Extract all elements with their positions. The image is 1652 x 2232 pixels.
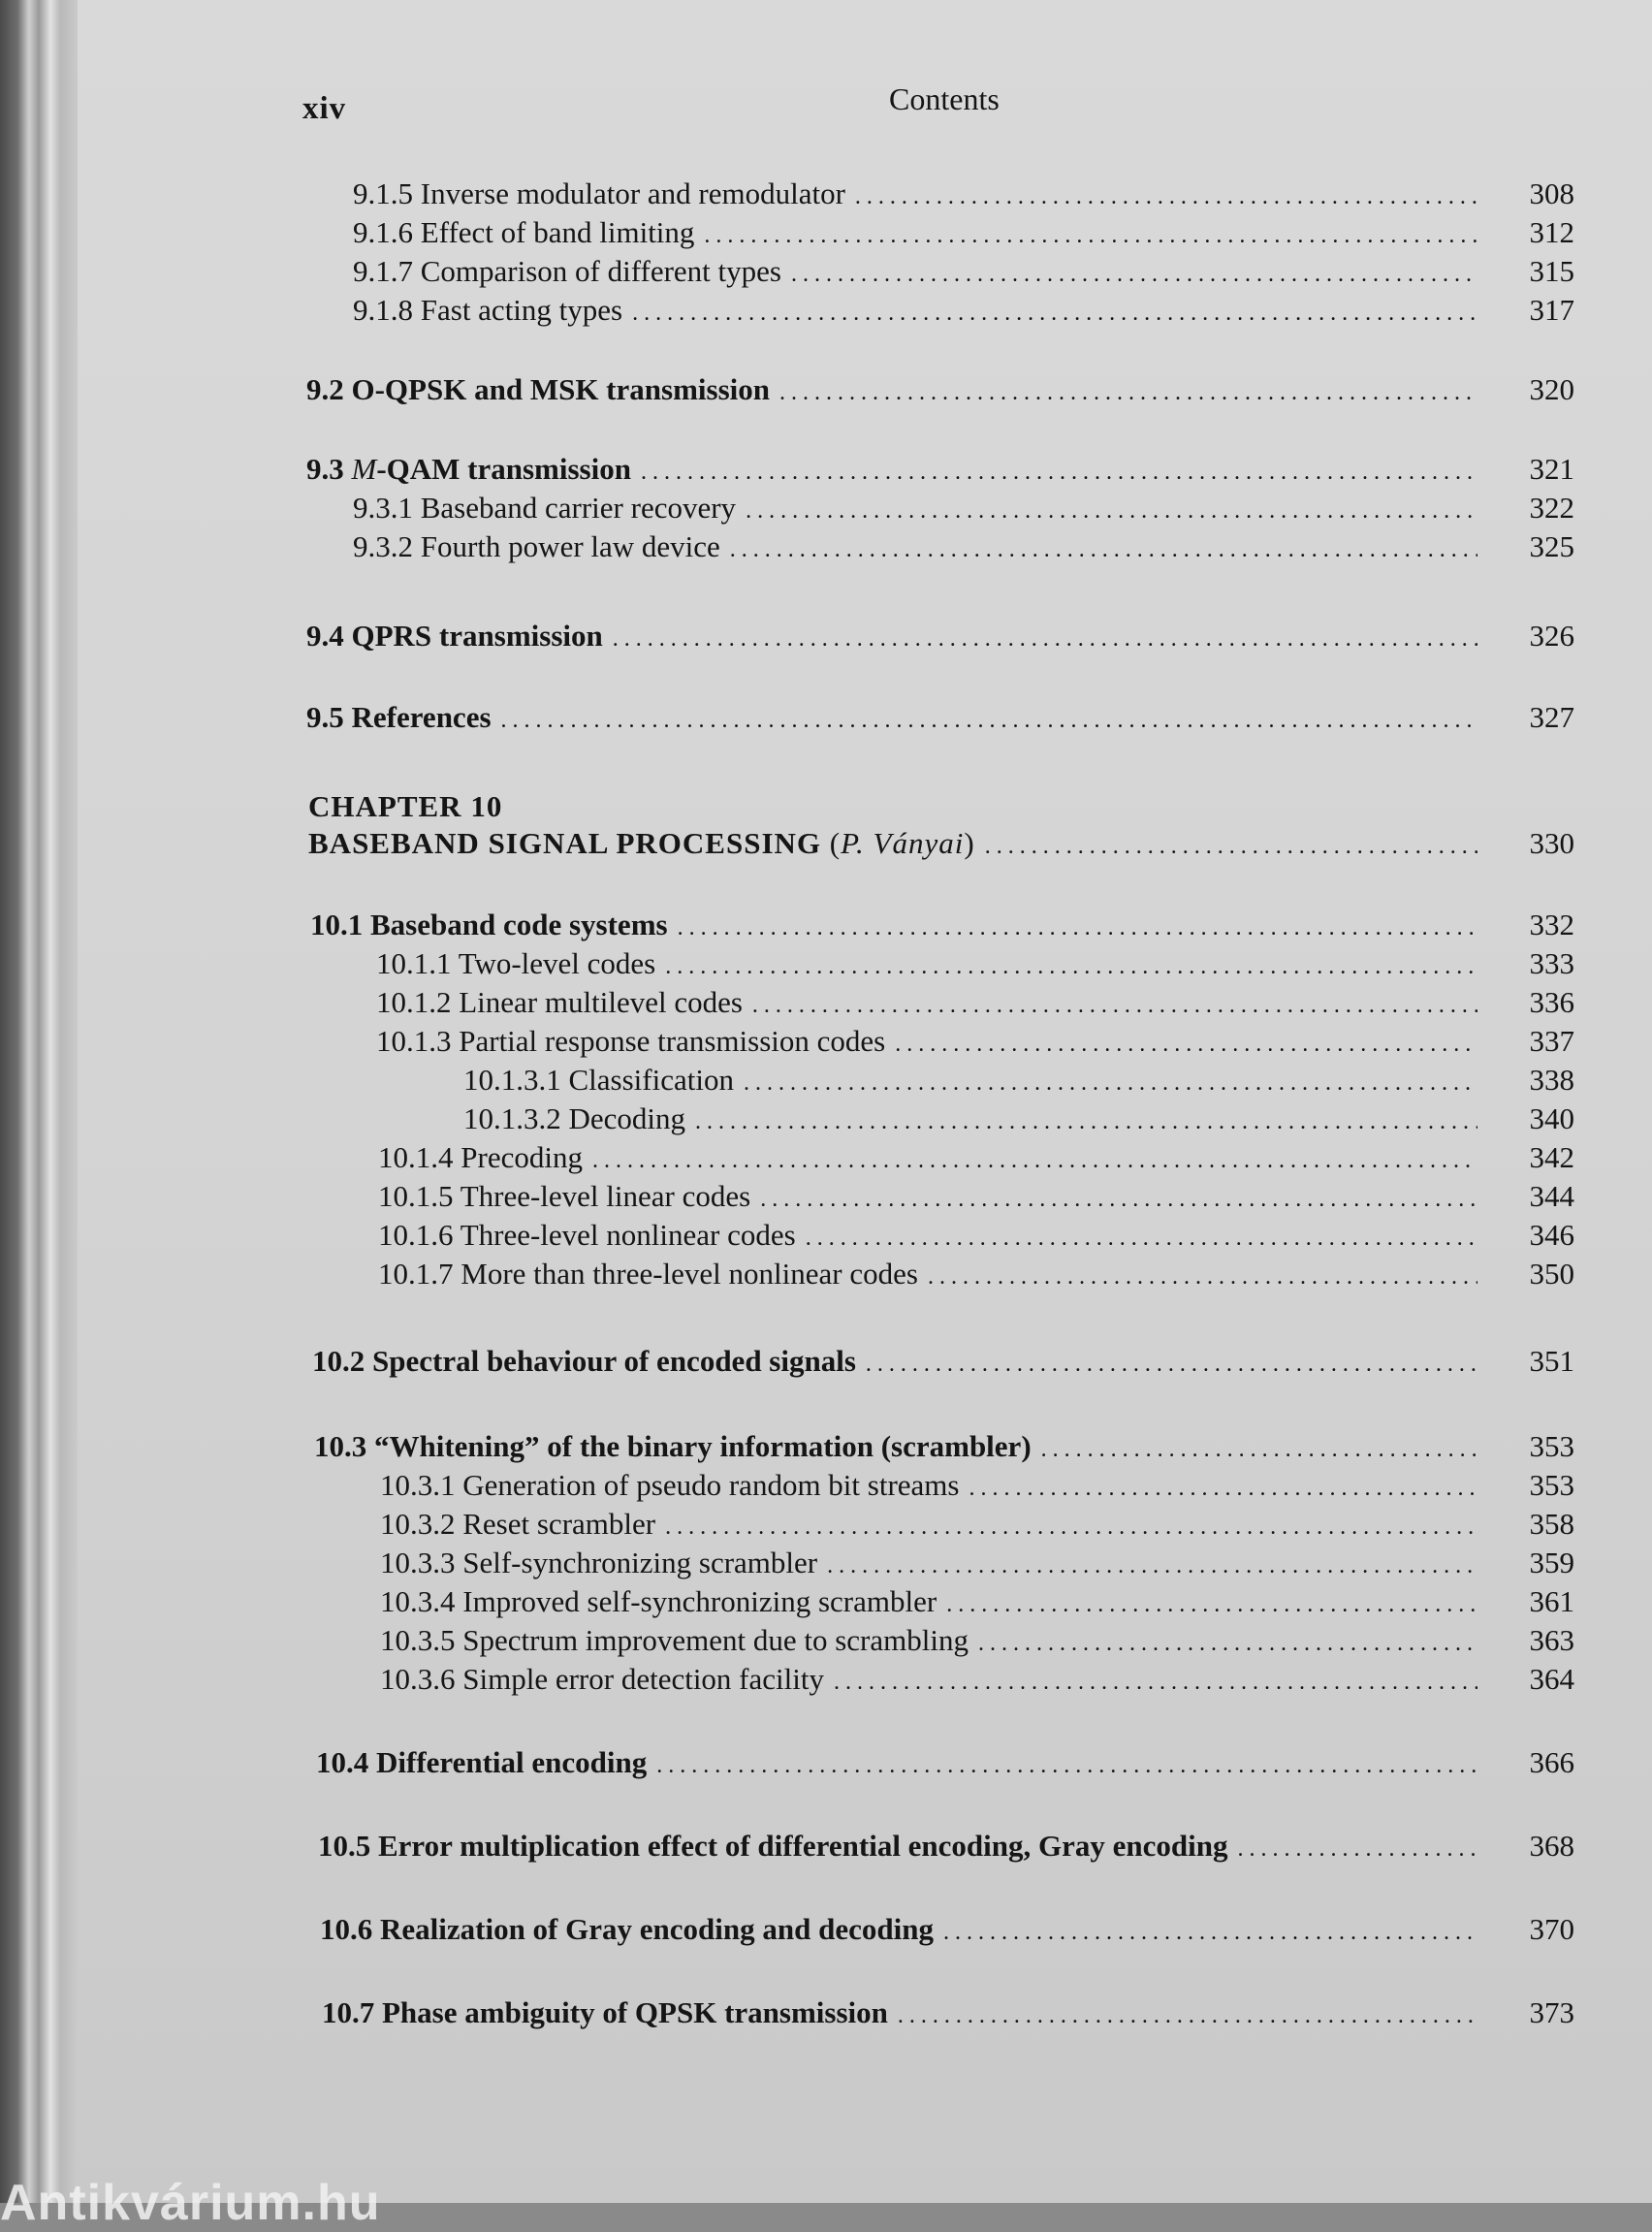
toc-page-number: 368 — [1529, 1829, 1574, 1863]
toc-entry-label: 10.1.6 Three-level nonlinear codes — [378, 1218, 796, 1252]
dot-leader — [985, 826, 1477, 866]
page-number: xiv — [302, 91, 347, 126]
dot-leader — [678, 908, 1477, 947]
toc-entry-9-3 — [306, 450, 1574, 489]
author-paren-close: ) — [964, 826, 975, 860]
dot-leader — [779, 372, 1477, 412]
dot-leader — [898, 1995, 1477, 2035]
author-paren-open: ( — [829, 826, 842, 860]
toc-page-number: 322 — [1529, 491, 1574, 525]
toc-entry-label-prefix: 9.3 — [306, 452, 352, 486]
toc-entry-9-1-5 — [353, 175, 1574, 213]
toc-entry-9-1-7 — [353, 252, 1574, 291]
toc-entry-10-7 — [322, 1993, 1574, 2032]
toc-entry-10-3-2 — [380, 1505, 1574, 1544]
dot-leader — [978, 1623, 1477, 1663]
toc-entry-9-3-2 — [353, 527, 1574, 566]
toc-entry-10-3-3 — [380, 1544, 1574, 1582]
chapter-title — [308, 824, 1574, 863]
chapter-author: P. Ványai — [841, 826, 965, 860]
dot-leader — [928, 1257, 1477, 1296]
toc-entry-9-2 — [306, 370, 1574, 409]
toc-page-number: 308 — [1529, 176, 1574, 210]
chapter-title-label — [308, 824, 975, 863]
toc-entry-label: 10.1.5 Three-level linear codes — [378, 1179, 751, 1213]
toc-page-number: 358 — [1529, 1507, 1574, 1541]
toc-entry-10-3-4 — [380, 1582, 1574, 1621]
toc-entry-10-1-1 — [376, 944, 1574, 983]
toc-page-number: 333 — [1529, 946, 1574, 980]
dot-leader — [791, 254, 1477, 294]
dot-leader — [752, 985, 1477, 1025]
toc-entry-label-italic: M — [351, 452, 377, 486]
dot-leader — [704, 215, 1477, 255]
toc-page-number: 312 — [1529, 215, 1574, 249]
toc-page-number: 321 — [1529, 452, 1574, 486]
dot-leader — [744, 1063, 1477, 1102]
toc-page-number: 338 — [1529, 1063, 1574, 1097]
toc-entry-label: 10.5 Error multiplication effect of differential encoding, Gray encoding — [318, 1829, 1228, 1863]
dot-leader — [946, 1584, 1477, 1624]
running-title: Contents — [889, 81, 1000, 116]
toc-entry-10-3-6 — [380, 1660, 1574, 1699]
dot-leader — [665, 946, 1477, 986]
toc-entry-9-5 — [306, 698, 1574, 737]
toc-page-number: 332 — [1529, 908, 1574, 941]
toc-entry-label: 10.1.1 Two-level codes — [376, 946, 656, 980]
dot-leader — [866, 1344, 1477, 1384]
toc-page-number: 330 — [1529, 826, 1574, 860]
toc-page-number: 353 — [1529, 1468, 1574, 1502]
toc-entry-label: 10.3 “Whitening” of the binary information (scrambler) — [314, 1429, 1032, 1463]
dot-leader — [834, 1662, 1477, 1702]
toc-page-number: 361 — [1529, 1584, 1574, 1618]
toc-page-number: 351 — [1529, 1344, 1574, 1378]
dot-leader — [827, 1546, 1477, 1585]
toc-entry-label: 9.3.2 Fourth power law device — [353, 529, 720, 563]
toc-entry-label-suffix: -QAM transmission — [376, 452, 631, 486]
toc-entry-label: 9.1.8 Fast acting types — [353, 293, 623, 327]
toc-entry-label: 10.1.3.2 Decoding — [463, 1101, 686, 1135]
dot-leader — [501, 700, 1477, 740]
toc-page-number: 346 — [1529, 1218, 1574, 1252]
toc-entry-label: 9.4 QPRS transmission — [306, 619, 603, 653]
toc-page-number: 366 — [1529, 1745, 1574, 1779]
toc-entry-label: 10.7 Phase ambiguity of QPSK transmission — [322, 1995, 888, 2029]
toc-entry-label: 10.3.4 Improved self-synchronizing scrambler — [380, 1584, 937, 1618]
toc-entry-label: 9.2 O-QPSK and MSK transmission — [306, 372, 770, 406]
dot-leader — [895, 1024, 1477, 1064]
dot-leader — [943, 1912, 1477, 1952]
toc-entry-label: 9.1.6 Effect of band limiting — [353, 215, 695, 249]
toc-entry-9-4 — [306, 617, 1574, 655]
toc-entry-label: 10.1.3 Partial response transmission codes — [376, 1024, 886, 1058]
chapter-title-text: BASEBAND SIGNAL PROCESSING — [308, 826, 822, 860]
toc-entry-label: 10.6 Realization of Gray encoding and decoding — [320, 1912, 934, 1946]
toc-page-number: 370 — [1529, 1912, 1574, 1946]
toc-entry-10-1-3 — [376, 1022, 1574, 1061]
toc-page-number: 363 — [1529, 1623, 1574, 1657]
toc-page-number: 353 — [1529, 1429, 1574, 1463]
dot-leader — [592, 1140, 1477, 1180]
toc-entry-10-1-4 — [378, 1138, 1574, 1177]
dot-leader — [665, 1507, 1477, 1546]
dot-leader — [613, 619, 1477, 658]
toc-entry-9-3-1 — [353, 489, 1574, 527]
toc-entry-label: 10.3.1 Generation of pseudo random bit streams — [380, 1468, 960, 1502]
toc-entry-label: 10.1 Baseband code systems — [310, 908, 668, 941]
toc-page-number: 337 — [1529, 1024, 1574, 1058]
watermark: Antikvárium.hu — [0, 2175, 381, 2231]
toc-entry-label: 9.1.7 Comparison of different types — [353, 254, 781, 288]
dot-leader — [1238, 1829, 1477, 1868]
toc-entry-10-1-5 — [378, 1177, 1574, 1216]
toc-page-number: 320 — [1529, 372, 1574, 406]
chapter-number: CHAPTER 10 — [308, 789, 503, 823]
toc-page-number: 317 — [1529, 293, 1574, 327]
toc-entry-10-6 — [320, 1910, 1574, 1949]
toc-entry-10-3-5 — [380, 1621, 1574, 1660]
toc-page-number: 340 — [1529, 1101, 1574, 1135]
toc-entry-label — [306, 450, 631, 489]
toc-entry-label: 10.1.7 More than three-level nonlinear codes — [378, 1257, 918, 1291]
dot-leader — [969, 1468, 1477, 1508]
toc-entry-label: 10.1.4 Precoding — [378, 1140, 583, 1174]
toc-page-number: 373 — [1529, 1995, 1574, 2029]
toc-entry-10-1-3-1 — [463, 1061, 1574, 1100]
toc-entry-10-1-7 — [378, 1255, 1574, 1293]
toc-page-number: 315 — [1529, 254, 1574, 288]
toc-entry-label: 10.3.6 Simple error detection facility — [380, 1662, 824, 1696]
toc-entry-10-4 — [316, 1743, 1574, 1782]
dot-leader — [656, 1745, 1477, 1785]
dot-leader — [760, 1179, 1477, 1219]
toc-entry-label: 9.3.1 Baseband carrier recovery — [353, 491, 737, 525]
toc-entry-10-3-1 — [380, 1466, 1574, 1505]
dot-leader — [855, 176, 1477, 216]
toc-entry-10-2 — [312, 1342, 1574, 1381]
toc-entry-label: 9.5 References — [306, 700, 492, 734]
toc-page-number: 344 — [1529, 1179, 1574, 1213]
toc-page-number: 342 — [1529, 1140, 1574, 1174]
toc-page-number: 359 — [1529, 1546, 1574, 1579]
toc-entry-10-3 — [314, 1427, 1574, 1466]
toc-entry-label: 9.1.5 Inverse modulator and remodulator — [353, 176, 845, 210]
dot-leader — [695, 1101, 1477, 1141]
toc-entry-label: 10.3.3 Self-synchronizing scrambler — [380, 1546, 818, 1579]
toc-entry-10-1 — [310, 906, 1574, 944]
toc-page-number: 350 — [1529, 1257, 1574, 1291]
dot-leader — [746, 491, 1477, 530]
dot-leader — [806, 1218, 1477, 1258]
toc-entry-10-1-3-2 — [463, 1100, 1574, 1138]
toc-page-number: 364 — [1529, 1662, 1574, 1696]
toc-entry-label: 10.3.2 Reset scrambler — [380, 1507, 656, 1541]
toc-entry-label: 10.3.5 Spectrum improvement due to scrambling — [380, 1623, 969, 1657]
toc-page-number: 325 — [1529, 529, 1574, 563]
dot-leader — [632, 293, 1477, 333]
toc-entry-label: 10.1.3.1 Classification — [463, 1063, 734, 1097]
dot-leader — [730, 529, 1477, 569]
toc-entry-9-1-8 — [353, 291, 1574, 330]
toc-entry-10-5 — [318, 1827, 1574, 1865]
toc-entry-10-1-6 — [378, 1216, 1574, 1255]
toc-entry-10-1-2 — [376, 983, 1574, 1022]
dot-leader — [1041, 1429, 1477, 1469]
toc-page-number: 327 — [1529, 700, 1574, 734]
toc-entry-9-1-6 — [353, 213, 1574, 252]
dot-leader — [641, 452, 1477, 492]
toc-entry-label: 10.1.2 Linear multilevel codes — [376, 985, 743, 1019]
toc-page-number: 336 — [1529, 985, 1574, 1019]
toc-page-number: 326 — [1529, 619, 1574, 653]
toc-entry-label: 10.4 Differential encoding — [316, 1745, 648, 1779]
toc-entry-label: 10.2 Spectral behaviour of encoded signals — [312, 1344, 856, 1378]
